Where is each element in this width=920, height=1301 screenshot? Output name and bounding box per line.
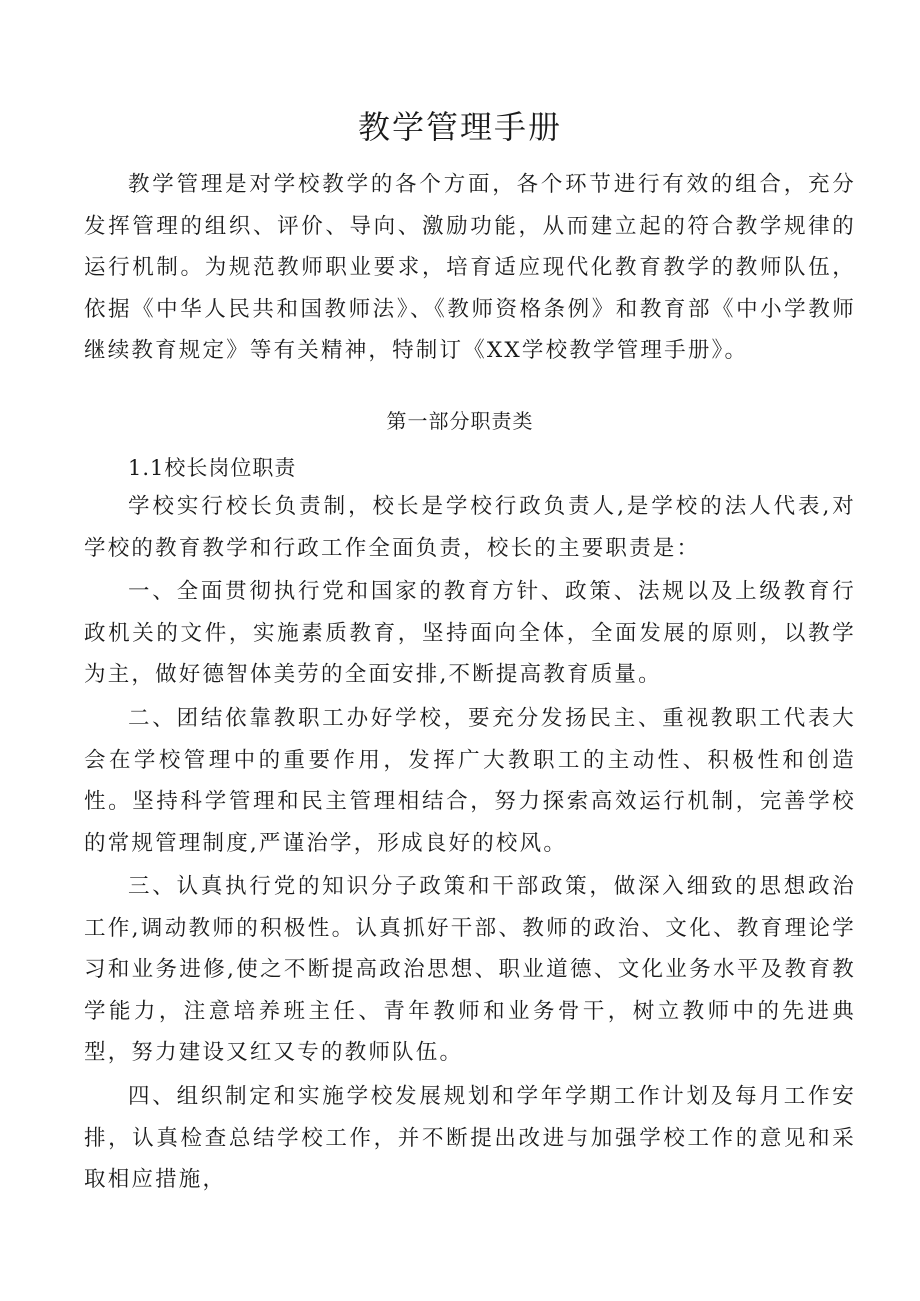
paragraph-duty-4: 四、组织制定和实施学校发展规划和学年学期工作计划及每月工作安排，认真检查总结学校工作，并不断提出改进与加强学校工作的意见和采取相应措施，	[84, 1084, 856, 1192]
paragraph-duty-2: 二、团结依靠教职工办好学校，要充分发扬民主、重视教职工代表大会在学校管理中的重要作用，发挥广大教职工的主动性、积极性和创造性。坚持科学管理和民主管理相结合，努力探索高效运行机制，完善学校的常规管理制度,严谨治学，形成良好的校风。	[84, 706, 856, 856]
document-title: 教学管理手册	[357, 108, 562, 146]
part-heading: 第一部分职责类	[386, 409, 534, 433]
intro-paragraph: 教学管理是对学校教学的各个方面，各个环节进行有效的组合，充分发挥管理的组织、评价、导向、激励功能，从而建立起的符合教学规律的运行机制。为规范教师职业要求，培育适应现代化教育教学的教师队伍，依据《中华人民共和国教师法》、《教师资格条例》和教育部《中小学教师继续教育规定》等有关精神，特制订《XX学校教学管理手册》。	[84, 172, 856, 363]
paragraph-overview: 学校实行校长负责制，校长是学校行政负责人,是学校的法人代表,对学校的教育教学和行政工作全面负责，校长的主要职责是：	[84, 494, 856, 561]
paragraph-duty-3: 三、认真执行党的知识分子政策和干部政策，做深入细致的思想政治工作,调动教师的积极性。认真抓好干部、教师的政治、文化、教育理论学习和业务进修,使之不断提高政治思想、职业道德、文化业务水平及教育教学能力，注意培养班主任、青年教师和业务骨干，树立教师中的先进典型，努力建设又红又专的教师队伍。	[84, 874, 856, 1065]
paragraph-duty-1: 一、全面贯彻执行党和国家的教育方针、政策、法规以及上级教育行政机关的文件，实施素质教育，坚持面向全体，全面发展的原则，以教学为主，做好德智体美劳的全面安排,不断提高教育质量。	[84, 579, 856, 687]
section-heading: 1.1校长岗位职责	[128, 456, 297, 480]
